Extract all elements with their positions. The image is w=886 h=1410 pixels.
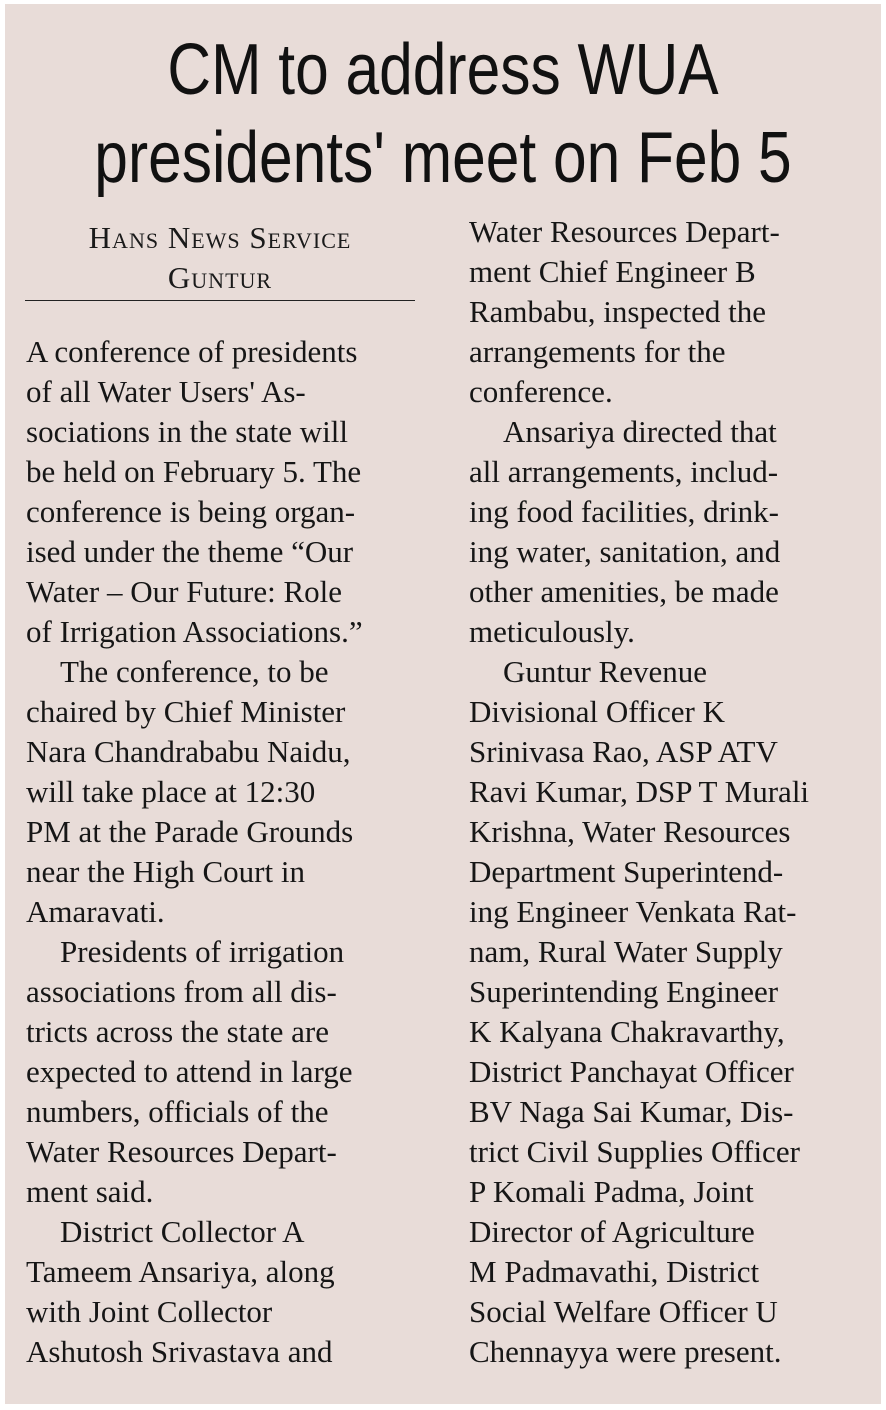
article-line: Ansariya directed that bbox=[503, 414, 777, 449]
article-line: Rambabu, inspected the bbox=[469, 294, 766, 329]
news-clipping bbox=[5, 4, 881, 1404]
article-line: ing food facilities, drink- bbox=[469, 494, 779, 529]
article-line: tricts across the state are bbox=[26, 1014, 329, 1049]
article-line: near the High Court in bbox=[26, 854, 305, 889]
article-line: Nara Chandrababu Naidu, bbox=[26, 734, 351, 769]
byline-agency: Hans News Service bbox=[88, 220, 352, 255]
article-line: Department Superintend- bbox=[469, 854, 784, 889]
article-line: ment said. bbox=[26, 1174, 154, 1209]
byline bbox=[25, 218, 415, 298]
article-line: P Komali Padma, Joint bbox=[469, 1174, 754, 1209]
article-line: Ashutosh Srivastava and bbox=[26, 1334, 333, 1369]
article-line: Water Resources Depart- bbox=[469, 214, 780, 249]
article-line: District Collector A bbox=[60, 1214, 305, 1249]
headline bbox=[75, 26, 811, 202]
article-line: with Joint Collector bbox=[26, 1294, 273, 1329]
article-line: conference is being organ- bbox=[26, 494, 356, 529]
article-line: Director of Agriculture bbox=[469, 1214, 755, 1249]
headline-line-1: CM to address WUA bbox=[167, 30, 719, 110]
article-line: meticulously. bbox=[469, 614, 635, 649]
article-column-left bbox=[26, 332, 426, 1372]
article-line: numbers, officials of the bbox=[26, 1094, 329, 1129]
article-line: ment Chief Engineer B bbox=[469, 254, 756, 289]
byline-divider bbox=[25, 300, 415, 301]
article-line: of all Water Users' As- bbox=[26, 374, 306, 409]
article-line: Water Resources Depart- bbox=[26, 1134, 337, 1169]
article-line: sociations in the state will bbox=[26, 414, 349, 449]
article-line: The conference, to be bbox=[60, 654, 329, 689]
article-line: conference. bbox=[469, 374, 613, 409]
article-line: Ravi Kumar, DSP T Murali bbox=[469, 774, 810, 809]
article-line: Tameem Ansariya, along bbox=[26, 1254, 335, 1289]
article-line: Amaravati. bbox=[26, 894, 165, 929]
article-line: of Irrigation Associations.” bbox=[26, 614, 363, 649]
article-line: Krishna, Water Resources bbox=[469, 814, 791, 849]
article-line: trict Civil Supplies Officer bbox=[469, 1134, 800, 1169]
byline-place: Guntur bbox=[167, 260, 273, 295]
article-line: all arrangements, includ- bbox=[469, 454, 779, 489]
article-line: K Kalyana Chakravarthy, bbox=[469, 1014, 785, 1049]
article-line: ing Engineer Venkata Rat- bbox=[469, 894, 797, 929]
article-line: M Padmavathi, District bbox=[469, 1254, 760, 1289]
article-line: chaired by Chief Minister bbox=[26, 694, 346, 729]
article-line: Superintending Engineer bbox=[469, 974, 779, 1009]
article-line: Guntur Revenue bbox=[503, 654, 708, 689]
article-line: ised under the theme “Our bbox=[26, 534, 354, 569]
article-line: District Panchayat Officer bbox=[469, 1054, 794, 1089]
article-line: ing water, sanitation, and bbox=[469, 534, 781, 569]
article-line: arrangements for the bbox=[469, 334, 726, 369]
article-line: Divisional Officer K bbox=[469, 694, 725, 729]
article-line: Chennayya were present. bbox=[469, 1334, 782, 1369]
article-line: other amenities, be made bbox=[469, 574, 779, 609]
article-line: Presidents of irrigation bbox=[60, 934, 345, 969]
article-line: be held on February 5. The bbox=[26, 454, 362, 489]
article-line: A conference of presidents bbox=[26, 334, 358, 369]
article-line: associations from all dis- bbox=[26, 974, 337, 1009]
article-line: BV Naga Sai Kumar, Dis- bbox=[469, 1094, 794, 1129]
article-line: Social Welfare Officer U bbox=[469, 1294, 778, 1329]
article-line: expected to attend in large bbox=[26, 1054, 353, 1089]
article-line: Water – Our Future: Role bbox=[26, 574, 343, 609]
article-line: Srinivasa Rao, ASP ATV bbox=[469, 734, 778, 769]
article-line: PM at the Parade Grounds bbox=[26, 814, 354, 849]
article-line: will take place at 12:30 bbox=[26, 774, 316, 809]
headline-line-2: presidents' meet on Feb 5 bbox=[94, 118, 792, 198]
article-column-right bbox=[469, 212, 879, 1372]
article-line: nam, Rural Water Supply bbox=[469, 934, 783, 969]
